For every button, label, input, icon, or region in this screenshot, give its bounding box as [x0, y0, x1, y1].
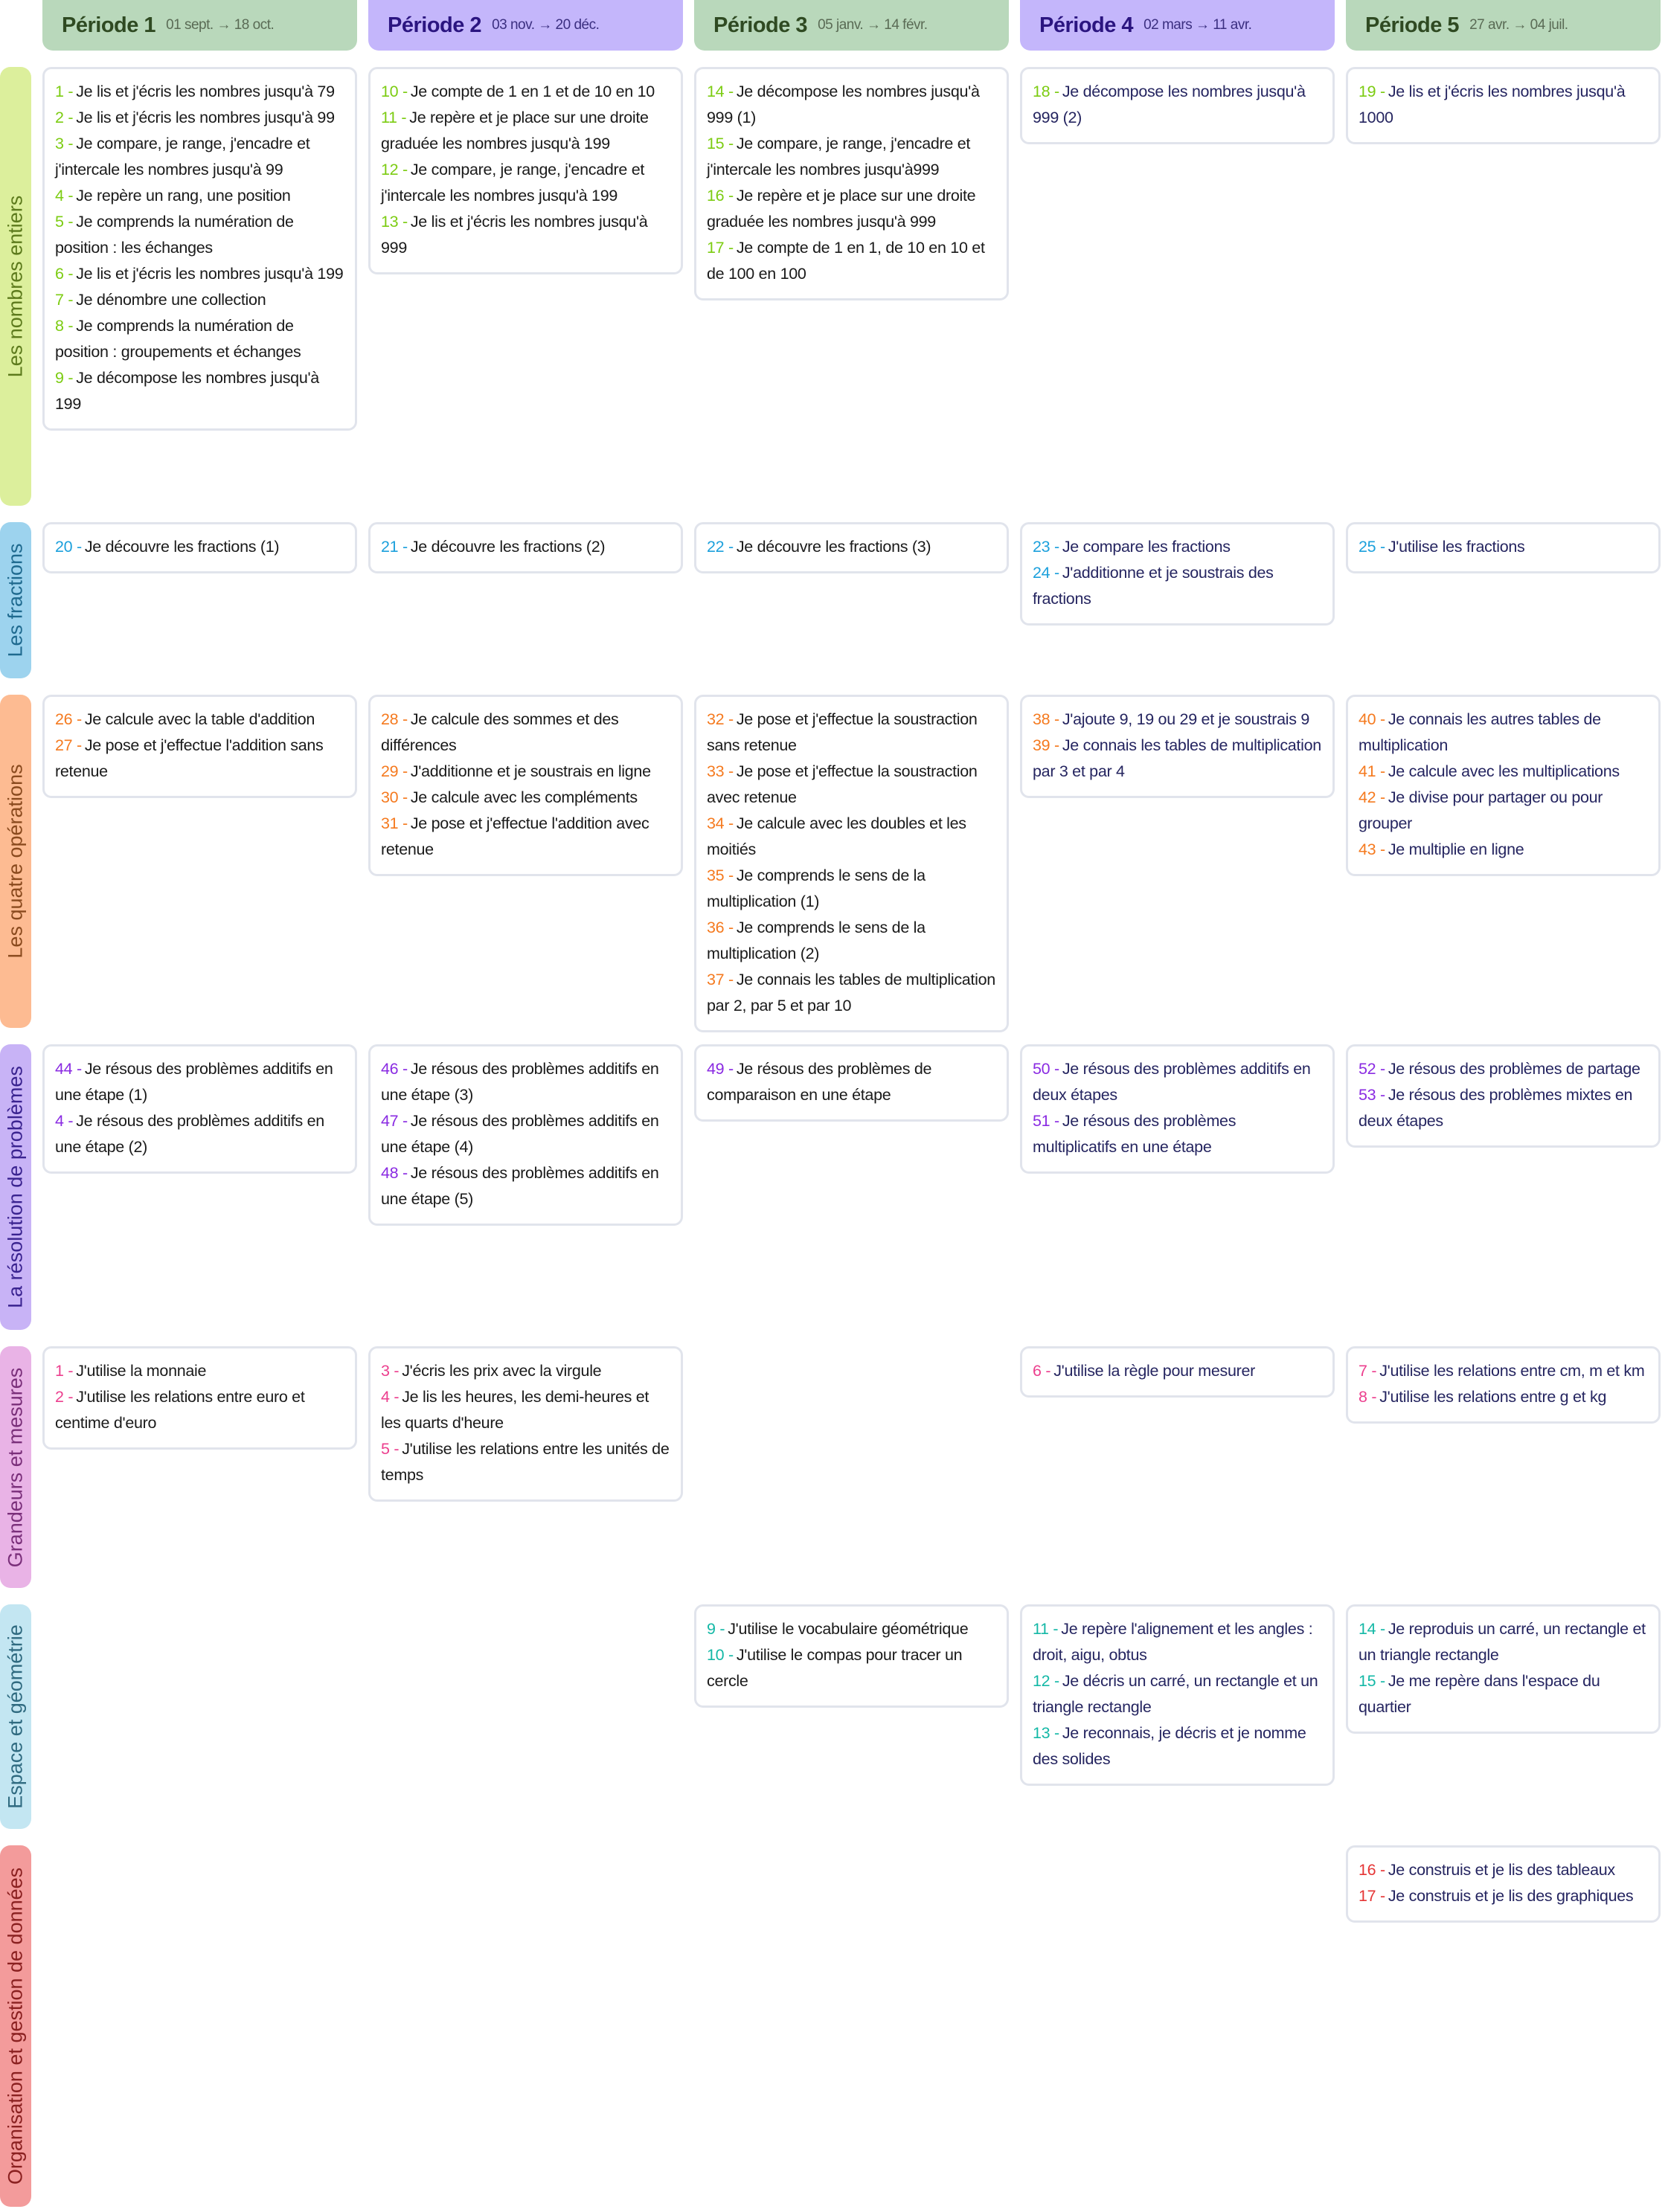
lesson-card: [1346, 67, 1661, 144]
lesson-item[interactable]: [1359, 79, 1648, 131]
lesson-item[interactable]: [381, 1436, 670, 1488]
lesson-number: 7 -: [55, 291, 74, 309]
lesson-card: [1020, 1346, 1335, 1398]
lesson-title: Je connais les autres tables de multiplication: [1359, 710, 1601, 754]
lesson-number: 13 -: [381, 213, 408, 231]
lesson-title: Je résous des problèmes additifs en deux étapes: [1033, 1060, 1311, 1104]
lesson-title: Je connais les tables de multiplication par 2, par 5 et par 10: [707, 971, 995, 1015]
domain-label-text: Les nombres entiers: [4, 195, 27, 378]
lesson-title: Je pose et j'effectue la soustraction avec retenue: [707, 762, 978, 806]
lesson-number: 14 -: [1359, 1620, 1385, 1638]
lesson-item[interactable]: [1359, 1358, 1648, 1384]
lesson-title: Je reconnais, je décris et je nomme des solides: [1033, 1724, 1306, 1768]
lesson-card: [42, 695, 357, 798]
lesson-card: [1020, 67, 1335, 144]
period-title: Période 2: [388, 13, 482, 37]
lesson-card: [1346, 1604, 1661, 1734]
lesson-number: 52 -: [1359, 1060, 1385, 1078]
lesson-item[interactable]: [55, 261, 344, 287]
lesson-title: J'utilise la règle pour mesurer: [1053, 1362, 1256, 1380]
lesson-item[interactable]: [707, 915, 996, 967]
lesson-title: J'utilise les relations entre g et kg: [1379, 1388, 1607, 1406]
period-dates: 02 mars → 11 avr.: [1143, 17, 1252, 33]
period-cell: [694, 1044, 1009, 1122]
period-cell: [1020, 1604, 1335, 1786]
lesson-item[interactable]: [1033, 79, 1322, 131]
lesson-number: 10 -: [707, 1646, 734, 1664]
lesson-item[interactable]: [1359, 837, 1648, 863]
lesson-title: Je découvre les fractions (3): [736, 538, 931, 556]
lesson-number: 21 -: [381, 538, 408, 556]
lesson-item[interactable]: [707, 759, 996, 811]
lesson-title: Je décompose les nombres jusqu'à 999 (2): [1033, 83, 1306, 126]
lesson-card: [1346, 695, 1661, 876]
lesson-number: 44 -: [55, 1060, 82, 1078]
lesson-number: 6 -: [55, 265, 74, 283]
lesson-card: [42, 1346, 357, 1450]
period-cell: [1346, 67, 1661, 144]
lesson-item[interactable]: [381, 534, 670, 560]
domain-label-3: [0, 695, 31, 1028]
period-cell: [1020, 695, 1335, 798]
lesson-title: Je comprends le sens de la multiplication (1): [707, 867, 926, 910]
lesson-number: 43 -: [1359, 840, 1385, 858]
lesson-title: Je pose et j'effectue la soustraction sans retenue: [707, 710, 978, 754]
lesson-title: J'utilise les relations entre euro et centime d'euro: [55, 1388, 305, 1432]
lesson-item[interactable]: [1033, 1616, 1322, 1668]
lesson-item[interactable]: [55, 534, 344, 560]
period-cell: [694, 695, 1009, 1032]
period-title: Période 4: [1039, 13, 1134, 37]
period-title: Période 1: [62, 13, 156, 37]
lesson-number: 36 -: [707, 919, 734, 936]
lesson-number: 11 -: [1033, 1620, 1059, 1638]
lesson-number: 13 -: [1033, 1724, 1059, 1742]
lesson-number: 38 -: [1033, 710, 1059, 728]
period-header-3: [694, 0, 1009, 51]
lesson-number: 35 -: [707, 867, 734, 884]
lesson-title: Je résous des problèmes additifs en une étape (4): [381, 1112, 659, 1156]
lesson-item[interactable]: [55, 209, 344, 261]
lesson-title: Je calcule des sommes et des différences: [381, 710, 619, 754]
period-cell: [694, 522, 1009, 573]
lesson-number: 4 -: [55, 187, 74, 205]
lesson-number: 16 -: [707, 187, 734, 205]
lesson-title: J'additionne et je soustrais des fractions: [1033, 564, 1274, 608]
lesson-item[interactable]: [381, 1160, 670, 1212]
lesson-card: [1020, 695, 1335, 798]
lesson-number: 53 -: [1359, 1086, 1385, 1104]
lesson-number: 11 -: [381, 109, 407, 126]
period-cell: [42, 695, 357, 798]
lesson-card: [694, 1044, 1009, 1122]
lesson-item[interactable]: [707, 183, 996, 235]
lesson-number: 23 -: [1033, 538, 1059, 556]
lesson-item[interactable]: [1359, 759, 1648, 785]
lesson-title: Je compare les fractions: [1062, 538, 1231, 556]
lesson-number: 4 -: [55, 1112, 74, 1130]
lesson-title: Je décris un carré, un rectangle et un triangle rectangle: [1033, 1672, 1318, 1716]
lesson-item[interactable]: [1033, 1108, 1322, 1160]
lesson-number: 48 -: [381, 1164, 408, 1182]
period-cell: [1346, 1604, 1661, 1734]
lesson-number: 50 -: [1033, 1060, 1059, 1078]
lesson-number: 12 -: [1033, 1672, 1059, 1690]
lesson-number: 1 -: [55, 83, 74, 100]
lesson-card: [694, 67, 1009, 300]
lesson-number: 16 -: [1359, 1861, 1385, 1879]
lesson-title: Je résous des problèmes multiplicatifs en une étape: [1033, 1112, 1236, 1156]
lesson-card: [1020, 522, 1335, 626]
lesson-title: Je lis et j'écris les nombres jusqu'à 1000: [1359, 83, 1626, 126]
domain-label-text: Les quatre opérations: [4, 764, 27, 959]
lesson-item[interactable]: [55, 105, 344, 131]
lesson-number: 19 -: [1359, 83, 1385, 100]
lesson-title: Je comprends la numération de position : les échanges: [55, 213, 294, 257]
lesson-title: J'utilise la monnaie: [76, 1362, 207, 1380]
lesson-item[interactable]: [707, 79, 996, 131]
lesson-title: Je résous des problèmes additifs en une étape (1): [55, 1060, 333, 1104]
lesson-number: 28 -: [381, 710, 408, 728]
lesson-number: 40 -: [1359, 710, 1385, 728]
lesson-item[interactable]: [1033, 733, 1322, 785]
lesson-title: Je repère et je place sur une droite graduée les nombres jusqu'à 999: [707, 187, 976, 231]
lesson-title: Je me repère dans l'espace du quartier: [1359, 1672, 1600, 1716]
period-cell: [368, 1346, 683, 1502]
lesson-title: Je comprends la numération de position : groupements et échanges: [55, 317, 301, 361]
period-header-5: [1346, 0, 1661, 51]
domain-label-text: Grandeurs et mesures: [4, 1367, 27, 1567]
lesson-item[interactable]: [707, 534, 996, 560]
lesson-item[interactable]: [55, 1358, 344, 1384]
lesson-item[interactable]: [1033, 1056, 1322, 1108]
period-cell: [1346, 695, 1661, 876]
lesson-title: Je lis et j'écris les nombres jusqu'à 199: [76, 265, 344, 283]
lesson-card: [1346, 1044, 1661, 1148]
lesson-title: Je dénombre une collection: [76, 291, 266, 309]
domain-label-text: La résolution de problèmes: [4, 1066, 27, 1308]
lesson-number: 27 -: [55, 736, 82, 754]
lesson-title: Je construis et je lis des graphiques: [1388, 1887, 1634, 1905]
lesson-item[interactable]: [1033, 1668, 1322, 1720]
lesson-title: Je décompose les nombres jusqu'à 199: [55, 369, 319, 413]
lesson-number: 3 -: [55, 135, 74, 152]
lesson-item[interactable]: [707, 863, 996, 915]
corner-spacer: [0, 0, 31, 51]
lesson-title: J'ajoute 9, 19 ou 29 et je soustrais 9: [1062, 710, 1310, 728]
lesson-number: 37 -: [707, 971, 734, 988]
domain-label-2: [0, 522, 31, 678]
lesson-title: Je résous des problèmes de partage: [1388, 1060, 1640, 1078]
lesson-number: 5 -: [55, 213, 74, 231]
lesson-title: Je calcule avec les compléments: [410, 788, 638, 806]
lesson-item[interactable]: [381, 209, 670, 261]
lesson-number: 20 -: [55, 538, 82, 556]
lesson-number: 15 -: [1359, 1672, 1385, 1690]
lesson-number: 5 -: [381, 1440, 400, 1458]
lesson-item[interactable]: [707, 131, 996, 183]
lesson-number: 34 -: [707, 814, 734, 832]
period-cell: [1020, 1346, 1335, 1398]
domain-label-text: Les fractions: [4, 543, 27, 658]
lesson-title: Je lis et j'écris les nombres jusqu'à 99: [76, 109, 335, 126]
lesson-item[interactable]: [55, 131, 344, 183]
lesson-number: 49 -: [707, 1060, 734, 1078]
lesson-title: Je connais les tables de multiplication par 3 et par 4: [1033, 736, 1321, 780]
lesson-card: [42, 1044, 357, 1174]
lesson-item[interactable]: [707, 1056, 996, 1108]
lesson-item[interactable]: [381, 785, 670, 811]
lesson-item[interactable]: [1359, 1384, 1648, 1410]
lesson-number: 39 -: [1033, 736, 1059, 754]
period-cell: [1346, 1346, 1661, 1424]
domain-label-6: [0, 1604, 31, 1829]
lesson-card: [368, 1346, 683, 1502]
lesson-item[interactable]: [1033, 1358, 1322, 1384]
lesson-title: Je lis les heures, les demi-heures et les quarts d'heure: [381, 1388, 649, 1432]
lesson-title: Je calcule avec les multiplications: [1388, 762, 1620, 780]
lesson-number: 25 -: [1359, 538, 1385, 556]
period-cell: [368, 522, 683, 573]
lesson-item[interactable]: [55, 1056, 344, 1108]
period-cell: [42, 522, 357, 573]
lesson-item[interactable]: [1359, 534, 1648, 560]
lesson-item[interactable]: [55, 707, 344, 733]
lesson-card: [42, 522, 357, 573]
lesson-title: Je résous des problèmes mixtes en deux étapes: [1359, 1086, 1633, 1130]
period-header-4: [1020, 0, 1335, 51]
lesson-item[interactable]: [55, 183, 344, 209]
lesson-number: 14 -: [707, 83, 734, 100]
lesson-card: [1020, 1604, 1335, 1786]
lesson-title: J'utilise le vocabulaire géométrique: [728, 1620, 969, 1638]
period-header-2: [368, 0, 683, 51]
lesson-item[interactable]: [1033, 534, 1322, 560]
lesson-number: 12 -: [381, 161, 408, 179]
lesson-title: Je compte de 1 en 1 et de 10 en 10: [410, 83, 655, 100]
lesson-title: Je multiplie en ligne: [1388, 840, 1524, 858]
lesson-title: Je calcule avec la table d'addition: [84, 710, 315, 728]
lesson-number: 2 -: [55, 1388, 74, 1406]
lesson-number: 3 -: [381, 1362, 400, 1380]
lesson-number: 24 -: [1033, 564, 1059, 582]
period-cell: [42, 67, 357, 431]
lesson-title: Je découvre les fractions (2): [410, 538, 606, 556]
lesson-card: [368, 695, 683, 876]
lesson-item[interactable]: [381, 79, 670, 105]
period-dates: 05 janv. → 14 févr.: [818, 17, 928, 33]
lesson-item[interactable]: [1033, 1720, 1322, 1772]
lesson-item[interactable]: [1359, 1082, 1648, 1134]
lesson-title: Je reproduis un carré, un rectangle et un triangle rectangle: [1359, 1620, 1646, 1664]
lesson-title: J'utilise les relations entre cm, m et km: [1379, 1362, 1645, 1380]
period-cell: [694, 67, 1009, 300]
lesson-item[interactable]: [707, 1616, 996, 1642]
lesson-number: 47 -: [381, 1112, 408, 1130]
lesson-item[interactable]: [381, 105, 670, 157]
lesson-number: 10 -: [381, 83, 408, 100]
lesson-item[interactable]: [55, 733, 344, 785]
lesson-card: [1346, 1845, 1661, 1923]
period-cell: [1346, 522, 1661, 573]
lesson-item[interactable]: [55, 1384, 344, 1436]
lesson-number: 1 -: [55, 1362, 74, 1380]
lesson-title: Je lis et j'écris les nombres jusqu'à 79: [76, 83, 335, 100]
domain-label-4: [0, 1044, 31, 1330]
lesson-title: Je compare, je range, j'encadre et j'intercale les nombres jusqu'à999: [707, 135, 971, 179]
lesson-title: Je découvre les fractions (1): [84, 538, 280, 556]
lesson-card: [368, 1044, 683, 1226]
lesson-item[interactable]: [381, 1384, 670, 1436]
lesson-title: Je comprends le sens de la multiplication (2): [707, 919, 926, 962]
lesson-item[interactable]: [707, 707, 996, 759]
lesson-item[interactable]: [55, 287, 344, 313]
lesson-title: Je pose et j'effectue l'addition avec retenue: [381, 814, 649, 858]
lesson-title: Je résous des problèmes additifs en une étape (3): [381, 1060, 659, 1104]
lesson-item[interactable]: [707, 967, 996, 1019]
period-cell: [42, 1346, 357, 1450]
lesson-number: 26 -: [55, 710, 82, 728]
lesson-card: [694, 1604, 1009, 1708]
lesson-number: 9 -: [55, 369, 74, 387]
lesson-title: J'utilise les relations entre les unités de temps: [381, 1440, 670, 1484]
lesson-number: 9 -: [707, 1620, 725, 1638]
lesson-title: Je repère l'alignement et les angles : droit, aigu, obtus: [1033, 1620, 1313, 1664]
lesson-title: Je lis et j'écris les nombres jusqu'à 999: [381, 213, 648, 257]
lesson-title: Je décompose les nombres jusqu'à 999 (1): [707, 83, 980, 126]
lesson-title: Je résous des problèmes additifs en une étape (2): [55, 1112, 324, 1156]
period-cell: [1346, 1845, 1661, 1923]
period-dates: 03 nov. → 20 déc.: [492, 17, 600, 33]
lesson-item[interactable]: [55, 79, 344, 105]
lesson-item[interactable]: [707, 1642, 996, 1694]
lesson-number: 15 -: [707, 135, 734, 152]
domain-label-7: [0, 1845, 31, 2207]
period-cell: [368, 1044, 683, 1226]
lesson-number: 8 -: [1359, 1388, 1377, 1406]
lesson-card: [1346, 1346, 1661, 1424]
lesson-item[interactable]: [1359, 707, 1648, 759]
lesson-item[interactable]: [381, 1108, 670, 1160]
period-cell: [42, 1044, 357, 1174]
lesson-title: Je résous des problèmes de comparaison en une étape: [707, 1060, 932, 1104]
lesson-number: 17 -: [1359, 1887, 1385, 1905]
lesson-number: 17 -: [707, 239, 734, 257]
period-cell: [1020, 522, 1335, 626]
lesson-title: Je résous des problèmes additifs en une étape (5): [381, 1164, 659, 1208]
lesson-title: J'utilise le compas pour tracer un cercle: [707, 1646, 963, 1690]
lesson-item[interactable]: [1359, 1857, 1648, 1883]
period-dates: 27 avr. → 04 juil.: [1469, 17, 1568, 33]
lesson-item[interactable]: [1033, 707, 1322, 733]
lesson-item[interactable]: [1033, 560, 1322, 612]
lesson-title: Je construis et je lis des tableaux: [1388, 1861, 1615, 1879]
domain-label-1: [0, 67, 31, 506]
lesson-item[interactable]: [55, 1108, 344, 1160]
lesson-number: 8 -: [55, 317, 74, 335]
lesson-item[interactable]: [1359, 785, 1648, 837]
lesson-number: 51 -: [1033, 1112, 1059, 1130]
lesson-item[interactable]: [55, 365, 344, 417]
lesson-number: 32 -: [707, 710, 734, 728]
period-cell: [368, 695, 683, 876]
period-title: Période 3: [713, 13, 808, 37]
lesson-card: [368, 67, 683, 274]
lesson-card: [42, 67, 357, 431]
lesson-item[interactable]: [707, 811, 996, 863]
lesson-title: Je repère un rang, une position: [76, 187, 291, 205]
lesson-item[interactable]: [707, 235, 996, 287]
lesson-title: J'écris les prix avec la virgule: [402, 1362, 602, 1380]
lesson-number: 41 -: [1359, 762, 1385, 780]
period-header-1: [42, 0, 357, 51]
lesson-card: [368, 522, 683, 573]
lesson-number: 6 -: [1033, 1362, 1051, 1380]
lesson-number: 4 -: [381, 1388, 400, 1406]
domain-label-5: [0, 1346, 31, 1588]
lesson-number: 2 -: [55, 109, 74, 126]
lesson-item[interactable]: [1359, 1668, 1648, 1720]
domain-label-text: Organisation et gestion de données: [4, 1867, 27, 2185]
lesson-number: 30 -: [381, 788, 408, 806]
lesson-item[interactable]: [1359, 1056, 1648, 1082]
lesson-card: [1346, 522, 1661, 573]
domain-label-text: Espace et géométrie: [4, 1624, 27, 1809]
lesson-item[interactable]: [1359, 1616, 1648, 1668]
period-cell: [1346, 1044, 1661, 1148]
lesson-number: 29 -: [381, 762, 408, 780]
lesson-item[interactable]: [381, 811, 670, 863]
period-cell: [1020, 1044, 1335, 1174]
lesson-card: [1020, 1044, 1335, 1174]
lesson-item[interactable]: [381, 759, 670, 785]
lesson-item[interactable]: [1359, 1883, 1648, 1909]
lesson-number: 18 -: [1033, 83, 1059, 100]
lesson-number: 31 -: [381, 814, 408, 832]
period-cell: [1020, 67, 1335, 144]
lesson-item[interactable]: [381, 707, 670, 759]
period-title: Période 5: [1365, 13, 1460, 37]
lesson-item[interactable]: [55, 313, 344, 365]
lesson-number: 33 -: [707, 762, 734, 780]
lesson-title: Je compare, je range, j'encadre et j'intercale les nombres jusqu'à 99: [55, 135, 310, 179]
lesson-title: Je pose et j'effectue l'addition sans retenue: [55, 736, 324, 780]
lesson-title: J'additionne et je soustrais en ligne: [410, 762, 651, 780]
lesson-number: 46 -: [381, 1060, 408, 1078]
lesson-card: [694, 522, 1009, 573]
lesson-title: Je repère et je place sur une droite graduée les nombres jusqu'à 199: [381, 109, 649, 152]
lesson-title: J'utilise les fractions: [1388, 538, 1525, 556]
lesson-item[interactable]: [381, 157, 670, 209]
lesson-number: 22 -: [707, 538, 734, 556]
lesson-number: 7 -: [1359, 1362, 1377, 1380]
period-dates: 01 sept. → 18 oct.: [166, 17, 275, 33]
lesson-title: Je compare, je range, j'encadre et j'intercale les nombres jusqu'à 199: [381, 161, 645, 205]
period-cell: [368, 67, 683, 274]
lesson-title: Je compte de 1 en 1, de 10 en 10 et de 100 en 100: [707, 239, 985, 283]
lesson-number: 42 -: [1359, 788, 1385, 806]
period-cell: [694, 1604, 1009, 1708]
lesson-title: Je divise pour partager ou pour grouper: [1359, 788, 1603, 832]
lesson-title: Je calcule avec les doubles et les moitiés: [707, 814, 966, 858]
lesson-item[interactable]: [381, 1056, 670, 1108]
lesson-item[interactable]: [381, 1358, 670, 1384]
lesson-card: [694, 695, 1009, 1032]
